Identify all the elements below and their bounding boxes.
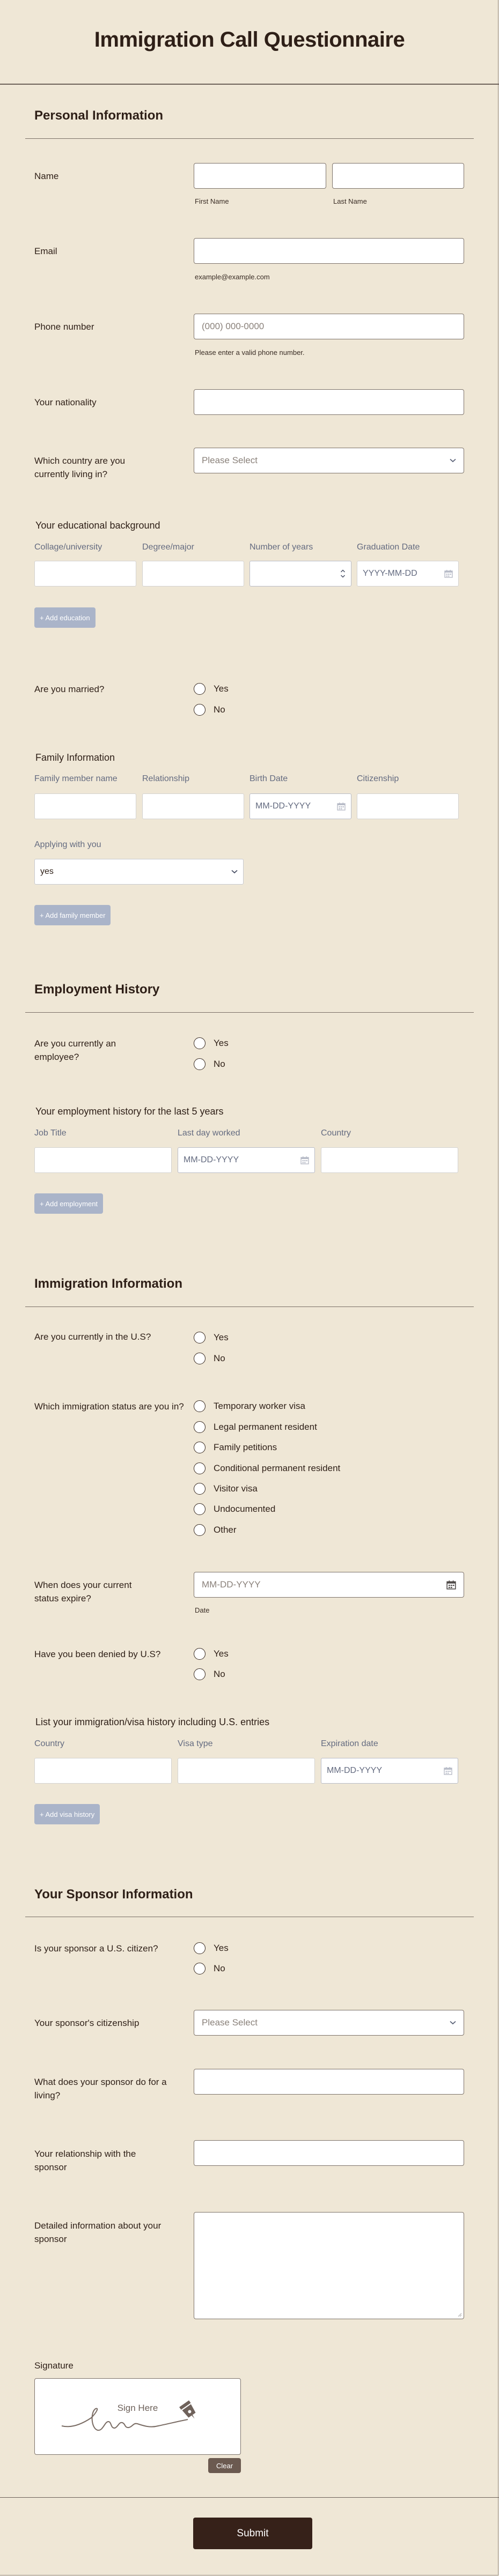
- radio-circle[interactable]: [194, 1524, 206, 1536]
- denied-label: Have you been denied by U.S?: [34, 1649, 161, 1659]
- date-placeholder: MM-DD-YYYY: [255, 801, 311, 811]
- employment-col-lastday: Last day worked: [178, 1129, 240, 1138]
- phone-sublabel: Please enter a valid phone number.: [195, 348, 305, 357]
- signature-pad[interactable]: [34, 2378, 241, 2455]
- section-heading-employment: Employment History: [34, 982, 160, 997]
- applying-select[interactable]: [34, 859, 244, 885]
- expire-sublabel: Date: [195, 1606, 210, 1614]
- family-birthdate-input[interactable]: [249, 793, 351, 819]
- radio-circle[interactable]: [194, 1963, 206, 1974]
- applying-label: Applying with you: [34, 840, 101, 849]
- radio-circle[interactable]: [194, 1353, 206, 1364]
- email-sublabel: example@example.com: [195, 273, 270, 281]
- signature-label: Signature: [34, 2360, 74, 2371]
- education-years-input[interactable]: [249, 561, 351, 587]
- family-col-relationship: Relationship: [142, 774, 190, 783]
- first-name-sublabel: First Name: [195, 197, 229, 205]
- employment-col-job: Job Title: [34, 1129, 67, 1138]
- visa-country-input[interactable]: [34, 1758, 172, 1784]
- education-col-degree: Degree/major: [142, 543, 194, 552]
- education-col-graduation: Graduation Date: [357, 543, 420, 552]
- employment-lastday-input[interactable]: [178, 1147, 315, 1173]
- married-option-no[interactable]: No: [194, 703, 225, 716]
- date-placeholder: YYYY-MM-DD: [363, 569, 417, 578]
- status-label: Which immigration status are you in?: [34, 1401, 184, 1412]
- sponsor-details-textarea[interactable]: [194, 2212, 464, 2319]
- visa-history-title: List your immigration/visa history including U.S. entries: [35, 1717, 270, 1727]
- sponsor-citizen-option-yes[interactable]: Yes: [194, 1942, 229, 1955]
- radio-circle[interactable]: [194, 1442, 206, 1453]
- family-relationship-input[interactable]: [142, 793, 244, 819]
- education-college-input[interactable]: [34, 561, 136, 587]
- education-graduation-date-input[interactable]: [357, 561, 459, 587]
- status-option-legal-permanent[interactable]: Legal permanent resident: [194, 1421, 317, 1434]
- email-input[interactable]: [194, 238, 464, 264]
- section-divider: [25, 1306, 474, 1307]
- denied-option-yes[interactable]: Yes: [194, 1647, 229, 1660]
- employee-label: Are you currently an employee?: [34, 1038, 116, 1062]
- radio-circle[interactable]: [194, 1332, 206, 1343]
- education-col-years: Number of years: [249, 543, 313, 552]
- calendar-icon[interactable]: [444, 1766, 452, 1775]
- family-col-citizenship: Citizenship: [357, 774, 399, 783]
- family-col-name: Family member name: [34, 774, 118, 783]
- sponsor-living-input[interactable]: [194, 2069, 464, 2095]
- sponsor-relationship-label: Your relationship with the sponsor: [34, 2149, 136, 2172]
- sponsor-citizenship-select[interactable]: [194, 2010, 464, 2036]
- footer-divider: [0, 2497, 499, 2498]
- nationality-label: Your nationality: [34, 397, 97, 407]
- add-visa-history-button[interactable]: + Add visa history: [34, 1804, 100, 1824]
- applying-select-value: yes: [40, 867, 54, 876]
- section-heading-immigration: Immigration Information: [34, 1276, 182, 1291]
- visa-col-country: Country: [34, 1739, 65, 1748]
- resize-handle-icon[interactable]: [458, 2313, 462, 2317]
- country-select[interactable]: [194, 448, 464, 473]
- date-placeholder: MM-DD-YYYY: [202, 1579, 261, 1590]
- radio-circle[interactable]: [194, 1058, 206, 1070]
- section-divider: [25, 1012, 474, 1013]
- married-label: Are you married?: [34, 684, 105, 694]
- sponsor-living-label: What does your sponsor do for a living?: [34, 2077, 167, 2100]
- status-option-visitor-visa[interactable]: Visitor visa: [194, 1482, 258, 1495]
- education-title: Your educational background: [35, 520, 160, 531]
- sponsor-citizenship-value: Please Select: [202, 2017, 258, 2028]
- family-name-input[interactable]: [34, 793, 136, 819]
- calendar-icon[interactable]: [446, 1580, 456, 1590]
- status-option-undocumented[interactable]: Undocumented: [194, 1503, 275, 1516]
- radio-circle[interactable]: [194, 704, 206, 716]
- add-education-button[interactable]: + Add education: [34, 607, 96, 628]
- employee-option-yes[interactable]: Yes: [194, 1037, 229, 1050]
- nationality-input[interactable]: [194, 389, 464, 415]
- date-placeholder: MM-DD-YYYY: [327, 1766, 383, 1775]
- chevron-down-icon: [450, 2021, 456, 2025]
- chevron-down-icon: [231, 870, 238, 874]
- visa-expiration-input[interactable]: [321, 1758, 458, 1784]
- submit-button[interactable]: Submit: [193, 2518, 312, 2549]
- section-heading-sponsor: Your Sponsor Information: [34, 1887, 193, 1902]
- country-select-value: Please Select: [202, 455, 258, 465]
- sign-here-text: Sign Here: [117, 2403, 158, 2413]
- calendar-icon[interactable]: [444, 569, 453, 578]
- radio-circle[interactable]: [194, 1463, 206, 1474]
- employee-option-no[interactable]: No: [194, 1058, 225, 1071]
- in-us-option-no[interactable]: No: [194, 1352, 225, 1365]
- in-us-label: Are you currently in the U.S?: [34, 1332, 151, 1342]
- sponsor-details-label: Detailed information about your sponsor: [34, 2221, 162, 2244]
- calendar-icon[interactable]: [300, 1156, 309, 1164]
- family-citizenship-input[interactable]: [357, 793, 459, 819]
- visa-col-expiration: Expiration date: [321, 1739, 378, 1748]
- form-title: Immigration Call Questionnaire: [94, 28, 405, 51]
- add-employment-button[interactable]: + Add employment: [34, 1193, 103, 1214]
- education-col-college: Collage/university: [34, 543, 102, 552]
- status-option-conditional-permanent[interactable]: Conditional permanent resident: [194, 1462, 340, 1475]
- radio-circle[interactable]: [194, 1400, 206, 1412]
- sponsor-citizen-option-no[interactable]: No: [194, 1962, 225, 1975]
- date-placeholder: MM-DD-YYYY: [184, 1155, 239, 1164]
- radio-circle[interactable]: [194, 1037, 206, 1049]
- first-name-input[interactable]: [194, 163, 326, 189]
- signature-pen-icon: [59, 2399, 220, 2434]
- radio-circle[interactable]: [194, 1421, 206, 1433]
- phone-input[interactable]: [194, 314, 464, 339]
- sponsor-relationship-input[interactable]: [194, 2140, 464, 2166]
- phone-label: Phone number: [34, 322, 94, 332]
- sponsor-citizenship-label: Your sponsor's citizenship: [34, 2018, 140, 2028]
- visa-col-type: Visa type: [178, 1739, 213, 1748]
- chevron-down-icon: [450, 458, 456, 463]
- employment-col-country: Country: [321, 1129, 351, 1138]
- radio-circle[interactable]: [194, 1942, 206, 1954]
- radio-circle[interactable]: [194, 1648, 206, 1660]
- header-divider: [0, 84, 499, 85]
- phone-placeholder: (000) 000-0000: [202, 321, 265, 331]
- family-col-birthdate: Birth Date: [249, 774, 288, 783]
- visa-type-input[interactable]: [178, 1758, 315, 1784]
- email-label: Email: [34, 246, 57, 256]
- radio-circle[interactable]: [194, 1668, 206, 1680]
- calendar-icon[interactable]: [337, 802, 346, 811]
- radio-circle[interactable]: [194, 683, 206, 695]
- name-label: Name: [34, 171, 59, 181]
- education-degree-input[interactable]: [142, 561, 244, 587]
- employment-job-input[interactable]: [34, 1147, 172, 1173]
- country-label: Which country are you currently living in?: [34, 456, 126, 479]
- denied-option-no[interactable]: No: [194, 1668, 225, 1681]
- radio-circle[interactable]: [194, 1483, 206, 1495]
- sponsor-citizen-label: Is your sponsor a U.S. citizen?: [34, 1943, 158, 1954]
- in-us-option-yes[interactable]: Yes: [194, 1331, 229, 1344]
- section-heading-personal: Personal Information: [34, 108, 164, 123]
- status-option-other[interactable]: Other: [194, 1524, 237, 1536]
- add-family-member-button[interactable]: + Add family member: [34, 905, 111, 925]
- section-divider: [25, 138, 474, 139]
- expire-label: When does your current status expire?: [34, 1580, 132, 1603]
- status-option-family-petitions[interactable]: Family petitions: [194, 1441, 277, 1454]
- last-name-sublabel: Last Name: [333, 197, 367, 205]
- last-name-input[interactable]: [332, 163, 464, 189]
- family-title: Family Information: [35, 752, 115, 763]
- clear-signature-button[interactable]: Clear: [208, 2458, 241, 2473]
- employment-country-input[interactable]: [321, 1147, 458, 1173]
- married-option-yes[interactable]: Yes: [194, 682, 229, 695]
- employment-history-title: Your employment history for the last 5 years: [35, 1106, 224, 1117]
- status-option-temporary-worker[interactable]: Temporary worker visa: [194, 1400, 305, 1413]
- number-spinner-icon[interactable]: [340, 569, 346, 578]
- radio-circle[interactable]: [194, 1503, 206, 1515]
- expire-date-input[interactable]: [194, 1572, 464, 1598]
